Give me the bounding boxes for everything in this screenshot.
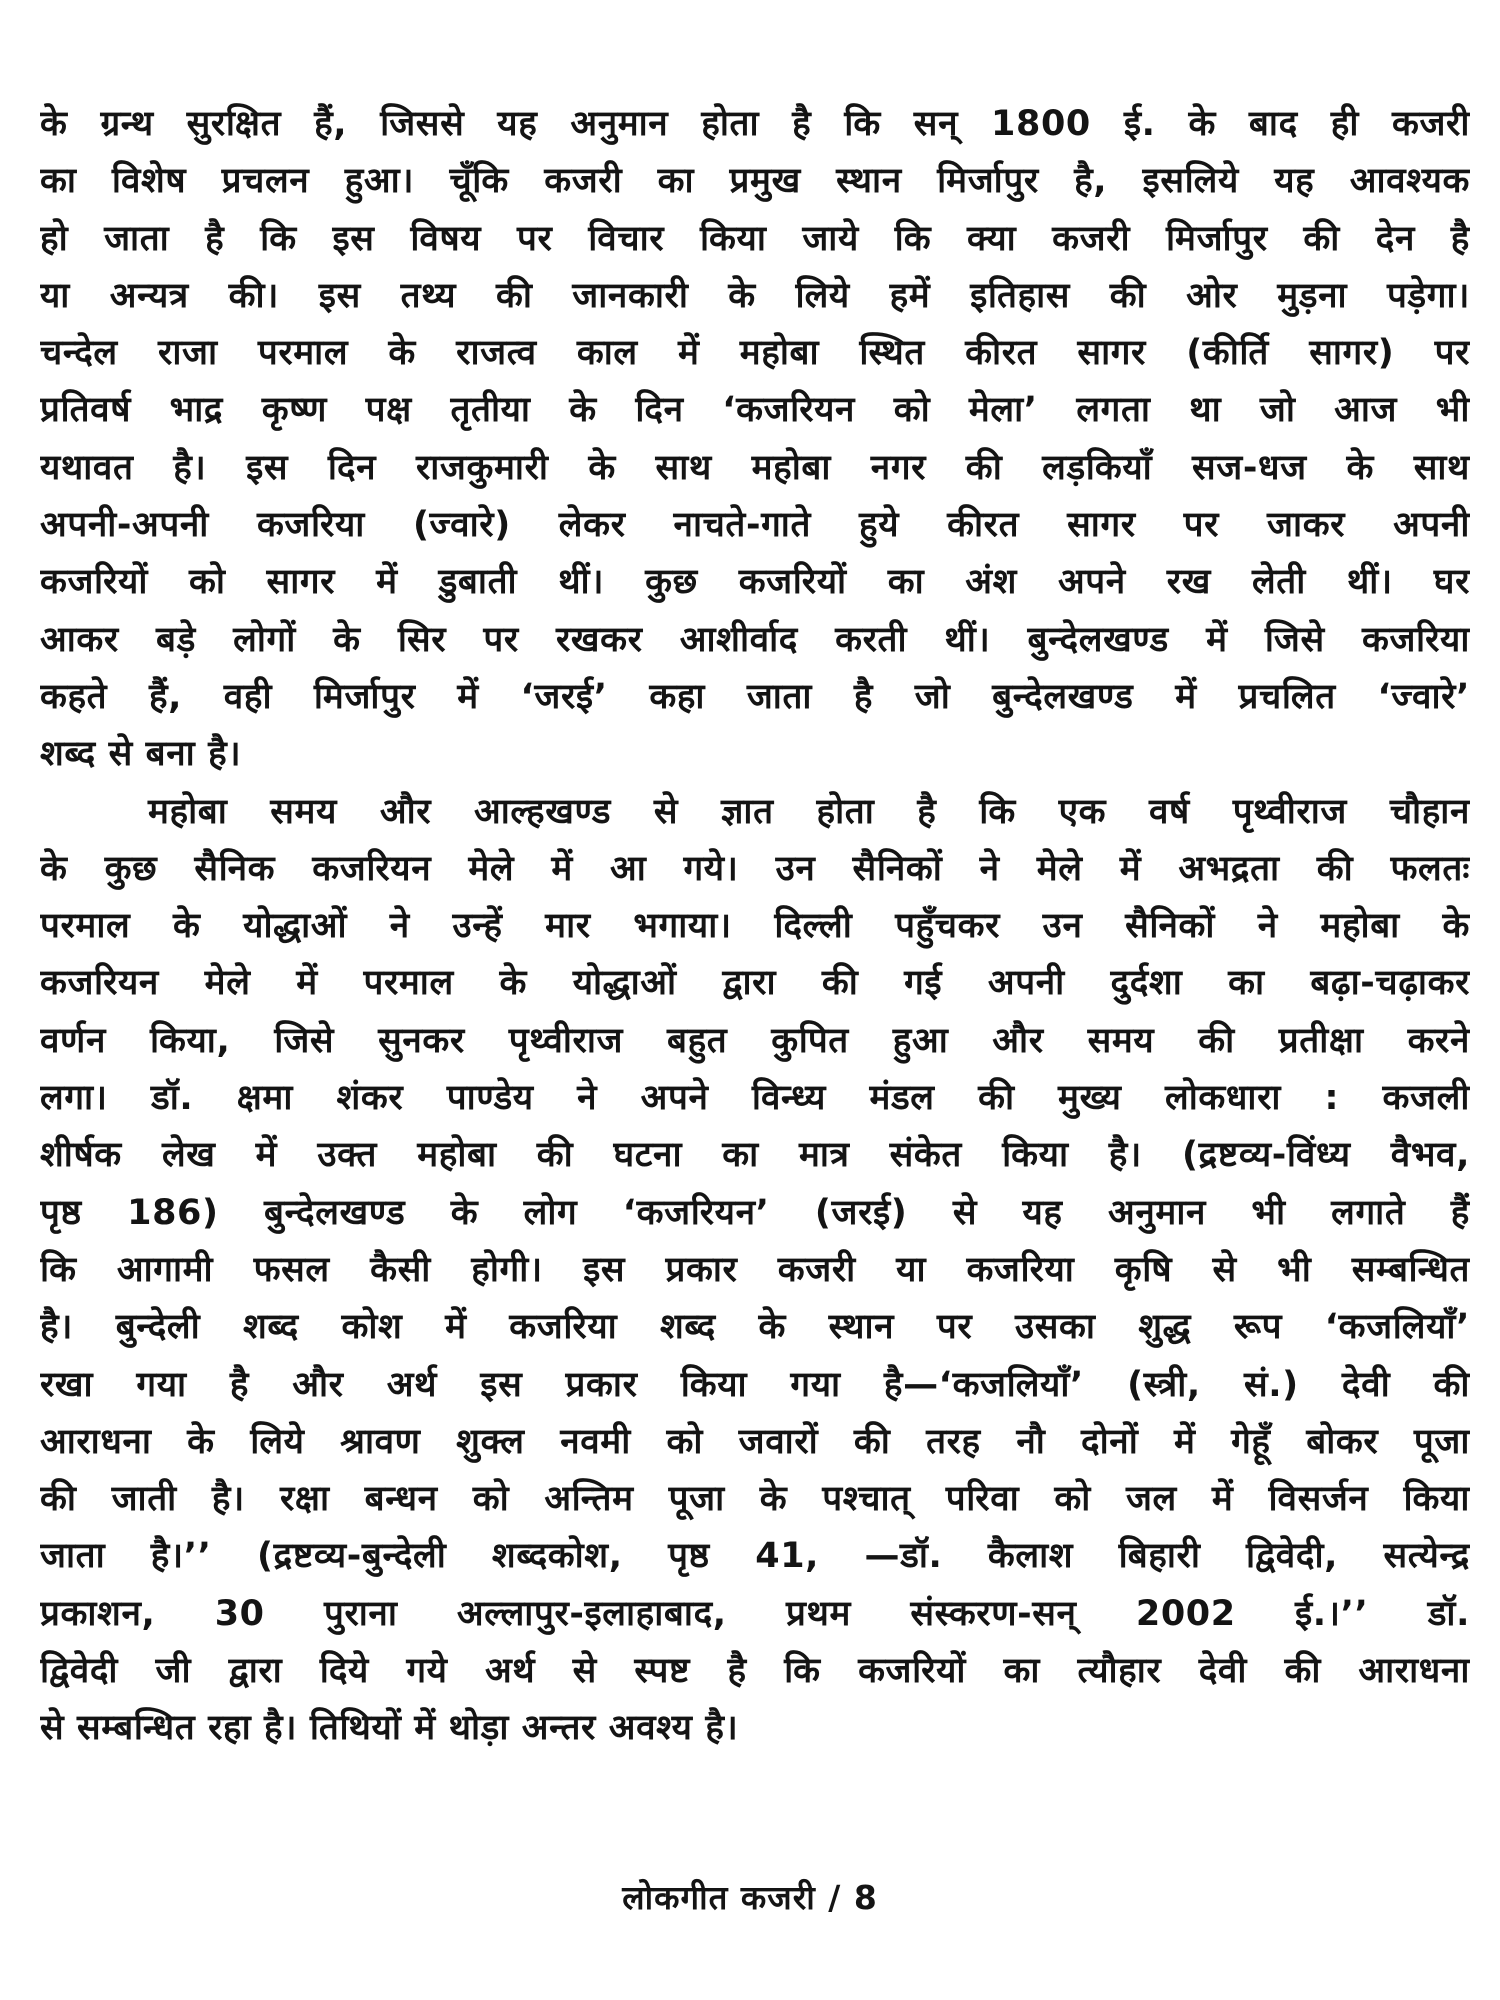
text-line: परमाल के योद्धाओं ने उन्हें मार भगाया। दिल्ली पहुँचकर उन सैनिकों ने महोबा के: [40, 906, 1470, 947]
text-line: कजरियों को सागर में डुबाती थीं। कुछ कजरियों का अंश अपने रख लेती थीं। घर: [40, 562, 1470, 603]
text-line: कि आगामी फसल कैसी होगी। इस प्रकार कजरी या कजरिया कृषि से भी सम्बन्धित: [40, 1249, 1470, 1290]
page-footer: लोकगीत कजरी / 8: [622, 1878, 878, 1917]
text-line: का विशेष प्रचलन हुआ। चूँकि कजरी का प्रमुख स्थान मिर्जापुर है, इसलिये यह आवश्यक: [40, 161, 1470, 202]
text-line: प्रकाशन, 30 पुराना अल्लापुर-इलाहाबाद, प्रथम संस्करण-सन् 2002 ई.।’’ डॉ.: [40, 1593, 1470, 1634]
text-line: आराधना के लिये श्रावण शुक्ल नवमी को जवारों की तरह नौ दोनों में गेहूँ बोकर पूजा: [40, 1421, 1470, 1462]
text-line: हो जाता है कि इस विषय पर विचार किया जाये कि क्या कजरी मिर्जापुर की देन है: [40, 218, 1470, 259]
text-line: जाता है।’’ (द्रष्टव्य-बुन्देली शब्दकोश, पृष्ठ 41, —डॉ. कैलाश बिहारी द्विवेदी, सत्येन्द्र: [40, 1536, 1470, 1577]
paragraph-start-line: महोबा समय और आल्हखण्ड से ज्ञात होता है कि एक वर्ष पृथ्वीराज चौहान: [148, 791, 1470, 832]
text-line: पृष्ठ 186) बुन्देलखण्ड के लोग ‘कजरियन’ (जरई) से यह अनुमान भी लगाते हैं: [40, 1192, 1470, 1233]
text-line: है। बुन्देली शब्द कोश में कजरिया शब्द के स्थान पर उसका शुद्ध रूप ‘कजलियाँ’: [40, 1307, 1470, 1348]
paragraph-end-line: शब्द से बना है।: [40, 734, 242, 775]
body-text: [40, 96, 1470, 1758]
paragraph-end-line: से सम्बन्धित रहा है। तिथियों में थोड़ा अन्तर अवश्य है।: [40, 1708, 739, 1749]
text-line: अपनी-अपनी कजरिया (ज्वारे) लेकर नाचते-गाते हुये कीरत सागर पर जाकर अपनी: [40, 505, 1470, 546]
text-line: के ग्रन्थ सुरक्षित हैं, जिससे यह अनुमान होता है कि सन् 1800 ई. के बाद ही कजरी: [40, 104, 1470, 144]
text-line: के कुछ सैनिक कजरियन मेले में आ गये। उन सैनिकों ने मेले में अभद्रता की फलतः: [40, 848, 1470, 889]
text-line: प्रतिवर्ष भाद्र कृष्ण पक्ष तृतीया के दिन ‘कजरियन को मेला’ लगता था जो आज भी: [40, 390, 1470, 431]
text-line: रखा गया है और अर्थ इस प्रकार किया गया है—‘कजलियाँ’ (स्त्री, सं.) देवी की: [40, 1364, 1470, 1405]
text-line: लगा। डॉ. क्षमा शंकर पाण्डेय ने अपने विन्ध्य मंडल की मुख्य लोकधारा : कजली: [40, 1078, 1470, 1119]
text-line: कहते हैं, वही मिर्जापुर में ‘जरई’ कहा जाता है जो बुन्देलखण्ड में प्रचलित ‘ज्वारे’: [40, 676, 1470, 717]
text-line: शीर्षक लेख में उक्त महोबा की घटना का मात्र संकेत किया है। (द्रष्टव्य-विंध्य वैभव,: [40, 1135, 1470, 1176]
text-line: वर्णन किया, जिसे सुनकर पृथ्वीराज बहुत कुपित हुआ और समय की प्रतीक्षा करने: [40, 1020, 1470, 1061]
text-line: आकर बड़े लोगों के सिर पर रखकर आशीर्वाद करती थीं। बुन्देलखण्ड में जिसे कजरिया: [40, 619, 1470, 660]
text-line: कजरियन मेले में परमाल के योद्धाओं द्वारा की गई अपनी दुर्दशा का बढ़ा-चढ़ाकर: [40, 963, 1470, 1004]
text-line: या अन्यत्र की। इस तथ्य की जानकारी के लिये हमें इतिहास की ओर मुड़ना पड़ेगा।: [40, 275, 1470, 316]
text-line: चन्देल राजा परमाल के राजत्व काल में महोबा स्थित कीरत सागर (कीर्ति सागर) पर: [40, 333, 1470, 374]
text-line: की जाती है। रक्षा बन्धन को अन्तिम पूजा के पश्चात् परिवा को जल में विसर्जन किया: [40, 1479, 1470, 1520]
text-line: द्विवेदी जी द्वारा दिये गये अर्थ से स्पष्ट है कि कजरियों का त्यौहार देवी की आराधना: [40, 1651, 1470, 1692]
text-line: यथावत है। इस दिन राजकुमारी के साथ महोबा नगर की लड़कियाँ सज-धज के साथ: [40, 447, 1470, 488]
